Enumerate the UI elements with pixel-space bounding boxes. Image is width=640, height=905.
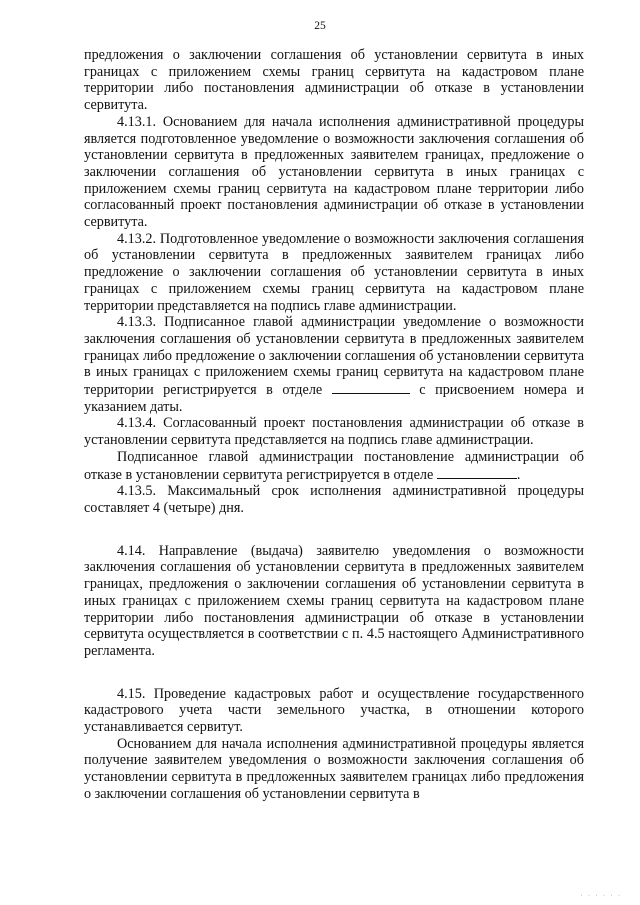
paragraph-4-14: 4.14. Направление (выдача) заявителю уведомления о возможности заключения соглашения об установлении сервитута в предложенных заявителем границах, предложения о заключении соглашения об установлении сервитута в иных границах с приложением схемы границ сервитута на кадастровом плане территории либо постановления администрации об отказе в установлении сервитута осуществляется в соответствии с п. 4.5 настоящего Административного регламента. [84, 542, 584, 659]
paragraph-continuation: предложения о заключении соглашения об установлении сервитута в иных границах с приложением схемы границ сервитута на кадастровом плане территории либо постановления администрации об отказе в установлении сервитута. [84, 47, 584, 114]
paragraph-4-13-3-text: 4.13.3. Подписанное главой администрации уведомление о возможности заключения соглашения об установлении сервитута в предложенных заявителем границах либо предложение о заключении соглашения об установлении сервитута в иных границах с приложением схемы границ сервитута на кадастровом плане территории регистрируется в отделе [84, 314, 584, 399]
scan-artifact: · · · · · · [580, 893, 622, 899]
paragraph-4-13-4: 4.13.4. Согласованный проект постановления администрации об отказе в установлении сервитута представляется на подпись главе администрации. [84, 415, 584, 449]
paragraph-basis: Основанием для начала исполнения административной процедуры является получение заявителем уведомления о возможности заключения соглашения об установлении сервитута в предложенных заявителем границах либо предложения о заключении соглашения об установлении сервитута в [84, 735, 584, 802]
paragraph-4-13-2: 4.13.2. Подготовленное уведомление о возможности заключения соглашения об установлении сервитута в предложенных заявителем границах либо предложение о заключении соглашения об установлении сервитута в иных границах с приложением схемы границ сервитута на кадастровом плане территории представляется на подпись главе администрации. [84, 230, 584, 314]
paragraph-signed-resolution-tail: . [516, 466, 521, 483]
blank-department-field [332, 381, 410, 394]
spacer [84, 517, 584, 543]
paragraph-signed-resolution [84, 449, 584, 483]
page-number: 25 [314, 20, 326, 32]
paragraph-4-15: 4.15. Проведение кадастровых работ и осуществление государственного кадастрового учета части земельного участка, в отношении которого устанавливается сервитут. [84, 685, 584, 736]
paragraph-4-13-3-tail: с присвоением номера и указанием даты. [84, 382, 585, 415]
blank-department-field-2 [437, 466, 517, 479]
paragraph-4-13-1: 4.13.1. Основанием для начала исполнения административной процедуры является подготовленное уведомление о возможности заключения соглашения об установлении сервитута в предложенных заявителем границах, предложение о заключении соглашения об установлении сервитута в иных границах с приложением схемы границ сервитута на кадастровом плане территории либо согласованный проект постановления администрации об отказе в установлении сервитута. [84, 113, 584, 231]
paragraph-4-13-5: 4.13.5. Максимальный срок исполнения административной процедуры составляет 4 (четыре) дня. [84, 483, 584, 516]
paragraph-4-13-3 [84, 314, 584, 415]
spacer [84, 660, 584, 686]
paragraph-signed-resolution-text: Подписанное главой администрации постановление администрации об отказе в установлении сервитута регистрируется в отделе [84, 448, 584, 483]
